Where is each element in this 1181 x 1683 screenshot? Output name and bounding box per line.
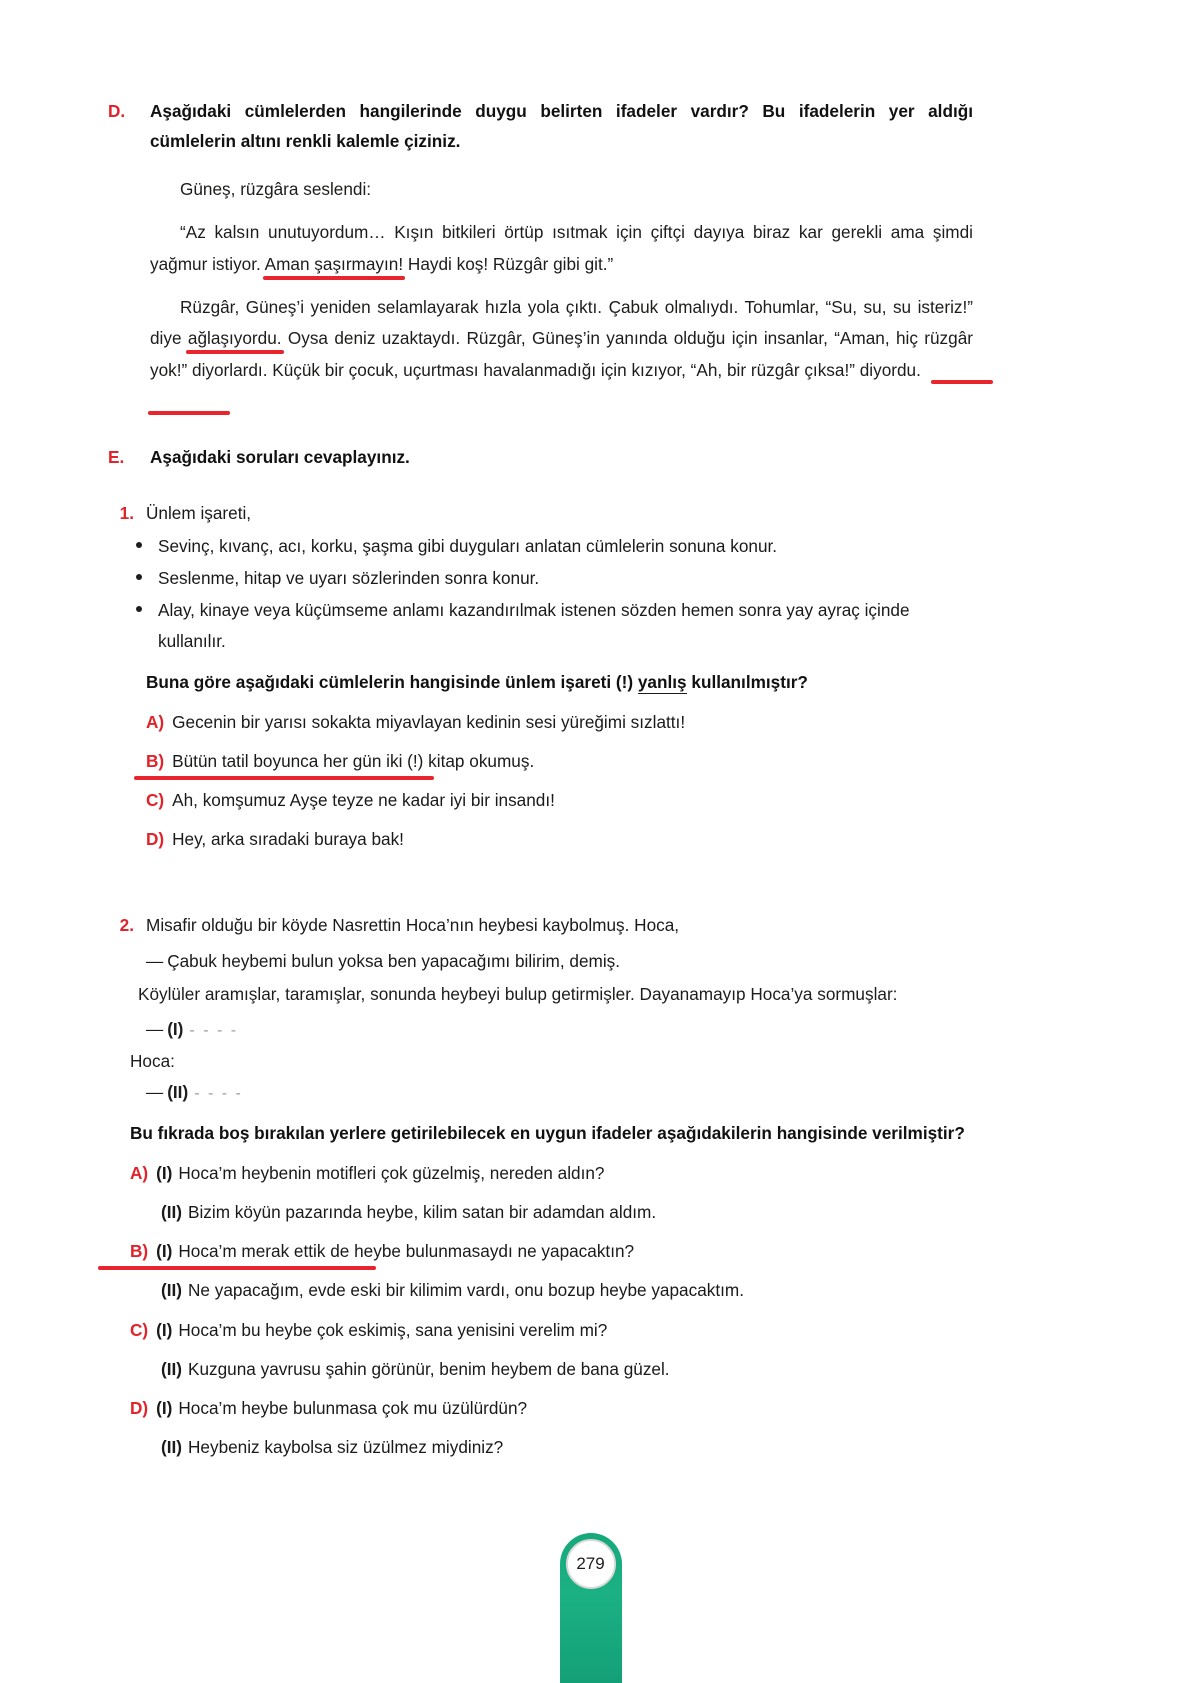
- option-letter: B): [146, 750, 165, 771]
- question-2-prompt: Bu fıkrada boş bırakılan yerlere getirilebilecek en uygun ifadeler aşağıdakilerin hangisinde verilmiştir?: [130, 1123, 965, 1144]
- bullet-dot-icon: [136, 606, 142, 612]
- red-underline-aman-sasirmayin: Aman şaşırmayın!: [264, 253, 404, 274]
- question-1-option-c[interactable]: [146, 785, 973, 815]
- dialogue-text: Çabuk heybemi bulun yoksa ben yapacağımı bilirim, demiş.: [167, 951, 621, 972]
- section-d-para-3: [150, 292, 973, 386]
- question-1: [108, 498, 973, 854]
- red-underline-option-b: [134, 776, 434, 780]
- red-underline-kiziyor-left: [148, 411, 230, 415]
- section-d-para-2: [150, 217, 973, 280]
- option-text: [156, 1315, 973, 1345]
- page-number: 279: [566, 1539, 616, 1589]
- question-2-option-a[interactable]: [130, 1158, 973, 1188]
- option-letter: A): [146, 711, 165, 732]
- option-text-i: Hoca’m merak ettik de heybe bulunmasaydı ne yapacaktın?: [178, 1241, 635, 1262]
- prompt-underlined-word: yanlış: [637, 671, 687, 692]
- roman-label: (II): [161, 1202, 182, 1223]
- blank-dots: - - - -: [189, 1022, 239, 1040]
- section-d-letter: D.: [108, 101, 126, 121]
- question-2-option-d-second[interactable]: [161, 1432, 973, 1462]
- option-letter: D): [146, 829, 165, 850]
- em-dash: —: [146, 1019, 164, 1040]
- question-2-option-c[interactable]: [130, 1315, 973, 1345]
- option-text: [156, 1236, 973, 1266]
- section-e-letter: E.: [108, 446, 125, 467]
- bullet-text: Sevinç, kıvanç, acı, korku, şaşma gibi duyguları anlatan cümlelerin sonuna konur.: [158, 536, 778, 557]
- roman-label: (I): [167, 1019, 184, 1040]
- option-text-i: Hoca’m bu heybe çok eskimiş, sana yenisini verelim mi?: [178, 1319, 608, 1340]
- roman-label: (I): [156, 1163, 173, 1184]
- question-2-options: [130, 1158, 973, 1462]
- blank-line-1: [146, 1014, 973, 1045]
- question-1-option-a[interactable]: [146, 707, 973, 737]
- option-text-i: Hoca’m heybe bulunmasa çok mu üzülürdün?: [178, 1397, 528, 1418]
- question-1-prompt: [146, 667, 973, 698]
- option-text: [161, 1354, 973, 1384]
- option-text-ii: Ne yapacağım, evde eski bir kilimim vardı, onu bozup heybe yapacaktım.: [188, 1280, 744, 1301]
- question-2-option-a-second[interactable]: [161, 1197, 973, 1227]
- section-e-title: Aşağıdaki soruları cevaplayınız.: [150, 446, 410, 467]
- option-text: [156, 1158, 973, 1188]
- option-text: [161, 1197, 973, 1227]
- para3-text-a: Rüzgâr, Güneş’i yeniden selamlayarak hızla yola çıktı. Çabuk olmalıydı. Tohumlar, “Su, su, su isteriz!” diye: [150, 297, 973, 349]
- question-2-body: [146, 910, 973, 977]
- question-2-option-b[interactable]: [130, 1236, 973, 1266]
- question-2-number: 2.: [119, 915, 134, 936]
- section-d-header: [108, 96, 973, 156]
- question-2-option-c-second[interactable]: [161, 1354, 973, 1384]
- question-2-option-d[interactable]: [130, 1393, 973, 1423]
- question-1-number: 1.: [119, 503, 134, 524]
- roman-label: (II): [161, 1358, 182, 1379]
- bullet-dot-icon: [136, 574, 142, 580]
- prompt-text-b: kullanılmıştır?: [686, 671, 808, 692]
- bullet-text: Seslenme, hitap ve uyarı sözlerinden sonra konur.: [158, 567, 540, 588]
- page-content: [108, 96, 973, 1462]
- question-2-blanks: [130, 1014, 973, 1462]
- roman-label: (I): [156, 1241, 173, 1262]
- option-letter: C): [146, 789, 165, 810]
- question-1-option-b[interactable]: [146, 746, 973, 776]
- option-text: Hey, arka sıradaki buraya bak!: [172, 829, 404, 850]
- option-letter: B): [130, 1241, 149, 1262]
- para2-text-a: “Az kalsın unutuyordum… Kışın bitkileri örtüp ısıtmak için çiftçi dayıya biraz kar gerekli ama şimdi yağmur istiyor.: [150, 222, 973, 274]
- para3-text-b: Oysa deniz uzaktaydı. Rüzgâr, Güneş’in yanında olduğu için insanlar, “Aman, hiç rüzgâr yok!” diyorlardı. Küçük bir çocuk, uçurtması havalanmadığı için kızıyor, “Ah, bir rüzgâr çıksa!” diyordu.: [150, 328, 973, 380]
- section-e-header: [108, 442, 973, 472]
- roman-label: (II): [167, 1081, 189, 1102]
- section-d-para-1: Güneş, rüzgâra seslendi:: [180, 179, 372, 200]
- blank-line-2: [146, 1077, 973, 1108]
- para2-text-b: Haydi koş! Rüzgâr gibi git.”: [403, 253, 614, 274]
- blank-dots: - - - -: [194, 1084, 243, 1102]
- question-1-body: [146, 498, 973, 854]
- option-text: [156, 1393, 973, 1423]
- option-text: Ah, komşumuz Ayşe teyze ne kadar iyi bir insandı!: [172, 789, 555, 810]
- option-text: [161, 1275, 973, 1305]
- option-letter: A): [130, 1163, 149, 1184]
- option-text-i: Hoca’m heybenin motifleri çok güzelmiş, nereden aldın?: [178, 1163, 605, 1184]
- red-underline-q2-option-b: [98, 1266, 376, 1270]
- prompt-text-a: Buna göre aşağıdaki cümlelerin hangisinde ünlem işareti (!): [146, 671, 638, 692]
- hoca-label: Hoca:: [130, 1050, 175, 1071]
- question-2-option-b-second[interactable]: [161, 1275, 973, 1305]
- em-dash: —: [146, 951, 164, 972]
- red-underline-aglasiyordu: ağlaşıyordu.: [187, 328, 282, 349]
- question-1-option-d[interactable]: [146, 824, 973, 854]
- section-d-body: [150, 174, 973, 386]
- question-2-line-3: Köylüler aramışlar, taramışlar, sonunda heybeyi bulup getirmişler. Dayanamayıp Hoca’ya sormuşlar:: [138, 984, 898, 1005]
- list-item: [126, 531, 973, 562]
- bullet-text: Alay, kinaye veya küçümseme anlamı kazandırılmak istenen sözden hemen sonra yay ayraç içinde kullanılır.: [158, 599, 910, 651]
- option-text-ii: Bizim köyün pazarında heybe, kilim satan bir adamdan aldım.: [188, 1202, 657, 1223]
- option-text-ii: Heybeniz kaybolsa siz üzülmez miydiniz?: [188, 1436, 504, 1457]
- roman-label: (I): [156, 1397, 173, 1418]
- option-letter: D): [130, 1397, 149, 1418]
- option-text: Bütün tatil boyunca her gün iki (!) kitap okumuş.: [172, 750, 535, 771]
- section-d-title: Aşağıdaki cümlelerden hangilerinde duygu belirten ifadeler vardır? Bu ifadelerin yer aldığı cümlelerin altını renkli kalemle çiziniz.: [150, 101, 973, 152]
- question-2-line-1: Misafir olduğu bir köyde Nasrettin Hoca’nın heybesi kaybolmuş. Hoca,: [146, 915, 680, 936]
- red-underline-kiziyor-right: [931, 380, 993, 384]
- em-dash: —: [146, 1081, 164, 1102]
- option-letter: C): [130, 1319, 149, 1340]
- option-text: [161, 1432, 973, 1462]
- list-item: [126, 563, 973, 594]
- question-2: [108, 910, 973, 977]
- question-1-stem: Ünlem işareti,: [146, 503, 252, 524]
- option-text: Gecenin bir yarısı sokakta miyavlayan kedinin sesi yüreğimi sızlattı!: [172, 711, 686, 732]
- question-1-bullet-list: [126, 531, 973, 657]
- option-text-ii: Kuzguna yavrusu şahin görünür, benim heybem de bana güzel.: [188, 1358, 670, 1379]
- roman-label: (II): [161, 1280, 182, 1301]
- roman-label: (II): [161, 1436, 182, 1457]
- list-item: [126, 595, 973, 657]
- bullet-dot-icon: [136, 542, 142, 548]
- roman-label: (I): [156, 1319, 173, 1340]
- page-number-tab: [560, 1533, 622, 1683]
- question-2-line-2: [146, 946, 973, 977]
